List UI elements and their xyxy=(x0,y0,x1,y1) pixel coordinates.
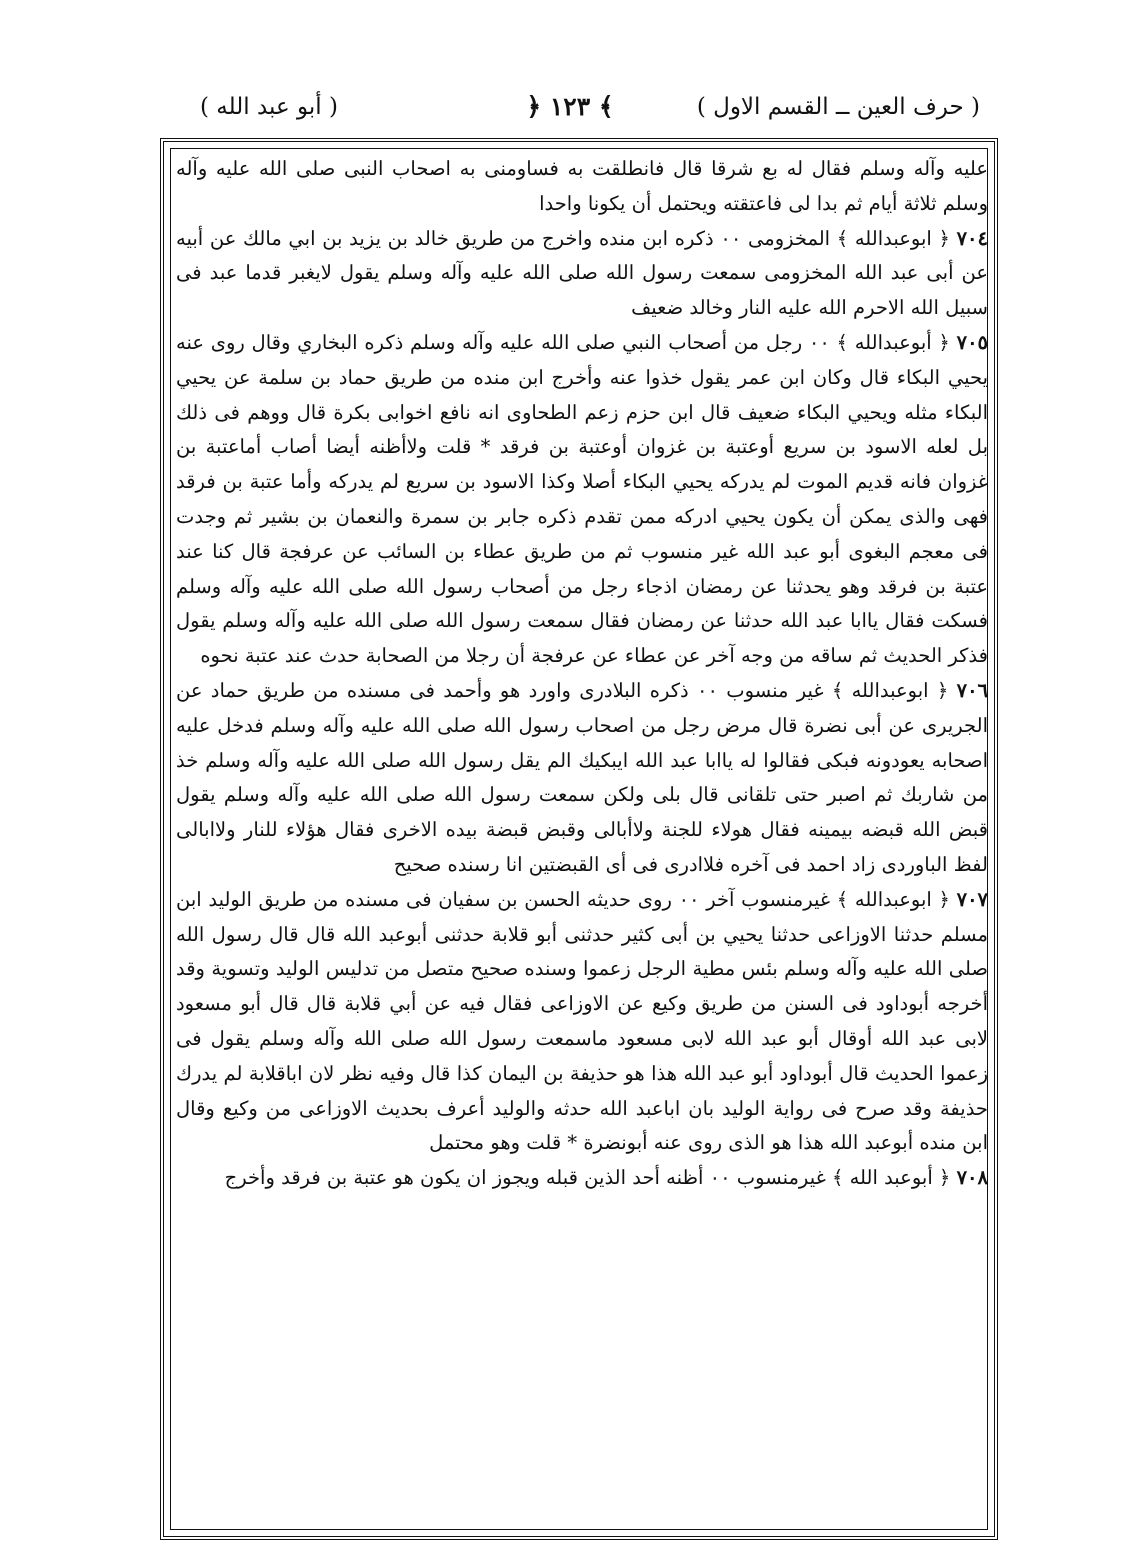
page-number: ﴿ ١٢٣ ﴾ xyxy=(526,92,614,121)
page-header xyxy=(160,92,980,132)
header-entry-title: ( أبو عبد الله ) xyxy=(200,94,338,120)
paragraph-text: ﴿ أبوعبد الله ﴾ غيرمنسوب ٠٠ أظنه أحد الذين قبله ويجوز ان يكون هو عتبة بن فرقد وأخرج xyxy=(224,1166,951,1190)
paragraph-text: ﴿ ابوعبدالله ﴾ المخزومى ٠٠ ذكره ابن منده واخرج من طريق خالد بن يزيد بن ابي مالك عن أبيه عن أبى عبد الله المخزومى سمعت رسول الله صلى الله عليه وآله وسلم يقول لايغبر قدما عبد فى سبيل الله الاحرم الله عليه النار وخالد ضعيف xyxy=(176,226,988,320)
paragraph-text: ﴿ ابوعبدالله ﴾ غيرمنسوب آخر ٠٠ روى حديثه الحسن بن سفيان فى مسنده من طريق الوليد ابن مسلم حدثنا الاوزاعى حدثنا يحيي بن أبى كثير حدثنى أبو قلابة حدثنى أبوعبد الله قال قال رسول الله صلى الله عليه وآله وسلم بئس مطية الرجل زعموا وسنده صحيح متصل من تدليس الوليد وتسوية وقد أخرجه أبوداود فى السنن من طريق وكيع عن الاوزاعى فقال فيه عن أبي قلابة قال قال أبو مسعود لابى عبد الله أوقال أبو عبد الله لابى مسعود ماسمعت رسول الله صلى الله وآله وسلم يقول فى زعموا الحديث قال أبوداود أبو عبد الله هذا هو حذيفة بن اليمان كذا قال وفيه نظر لان اباقلابة لم يدرك حذيفة وقد صرح فى رواية الوليد بان اباعبد الله حدثه والوليد أعرف بحديث الاوزاعى من وكيع وقال ابن منده أبوعبد الله هذا هو الذى روى عنه أبونضرة * قلت وهو محتمل xyxy=(176,887,988,1155)
entry-number: ٧٠٤ xyxy=(956,226,988,250)
entry-707 xyxy=(176,883,988,1161)
entry-number: ٧٠٧ xyxy=(956,887,988,911)
entry-704 xyxy=(176,222,988,326)
header-chapter-title: ( حرف العين ــ القسم الاول ) xyxy=(696,94,980,120)
paragraph-text: ﴿ أبوعبدالله ﴾ ٠٠ رجل من أصحاب النبي صلى الله عليه وآله وسلم ذكره البخاري وقال روى عنه يحيي البكاء قال وكان ابن عمر يقول خذوا عنه وأخرج ابن منده من طريق حماد بن سلمة عن يحيي البكاء مثله ويحيي البكاء ضعيف قال ابن حزم زعم الطحاوى انه نافع اخوابى بكرة قال ووهم فى ذلك بل لعله الاسود بن سريع أوعتبة بن غزوان أوعتبة بن فرقد * قلت ولاأظنه أيضا أصاب أماعتبة بن غزوان فانه قديم الموت لم يدركه يحيي البكاء أصلا وكذا الاسود بن سريع لم يدركه وأما عتبة بن فرقد فهى والذى يمكن أن يكون يحيي ادركه ممن تقدم ذكره جابر بن سمرة والنعمان بن بشير ثم وجدت فى معجم البغوى أبو عبد الله غير منسوب ثم من طريق عطاء بن السائب عن عرفجة قال كنا عند عتبة بن فرقد وهو يحدثنا عن رمضان اذجاء رجل من أصحاب رسول الله صلى الله عليه وآله وسلم فسكت فقال ياابا عبد الله حدثنا عن رمضان فقال سمعت رسول الله صلى الله عليه وآله وسلم يقول فذكر الحديث ثم ساقه من وجه آخر عن عطاء عن عرفجة أن رجلا من الصحابة حدث عند عتبة نحوه xyxy=(176,330,988,668)
entry-706 xyxy=(176,674,988,883)
entry-705 xyxy=(176,326,988,674)
entry-number: ٧٠٨ xyxy=(956,1166,988,1190)
entry-number: ٧٠٦ xyxy=(956,678,988,702)
paragraph-text: عليه وآله وسلم فقال له بع شرقا قال فانطلقت به فساومنى به اصحاب النبى صلى الله عليه وآله وسلم ثلاثة أيام ثم بدا لى فاعتقته ويحتمل أن يكونا واحدا xyxy=(176,157,988,215)
entry-number: ٧٠٥ xyxy=(956,330,988,354)
paragraph-text: ﴿ ابوعبدالله ﴾ غير منسوب ٠٠ ذكره البلادرى واورد هو وأحمد فى مسنده من طريق حماد عن الجريرى عن أبى نضرة قال مرض رجل من اصحاب رسول الله صلى الله عليه وآله وسلم فدخل عليه اصحابه يعودونه فبكى فقالوا له ياابا عبد الله ايبكيك الم يقل رسول الله صلى الله عليه وآله وسلم خذ من شاربك ثم اصبر حتى تلقانى قال بلى ولكن سمعت رسول الله صلى الله عليه وآله وسلم يقول قبض الله قبضه بيمينه فقال هولاء للجنة ولاأبالى وقبض قبضة بيده الاخرى فقال هؤلاء للنار ولاابالى لفظ الباوردى زاد احمد فى آخره فلاادرى فى أى القبضتين انا رسنده صحيح xyxy=(176,678,988,876)
page-body xyxy=(176,152,988,1532)
paragraph-continuation xyxy=(176,152,988,222)
entry-708 xyxy=(176,1161,988,1196)
